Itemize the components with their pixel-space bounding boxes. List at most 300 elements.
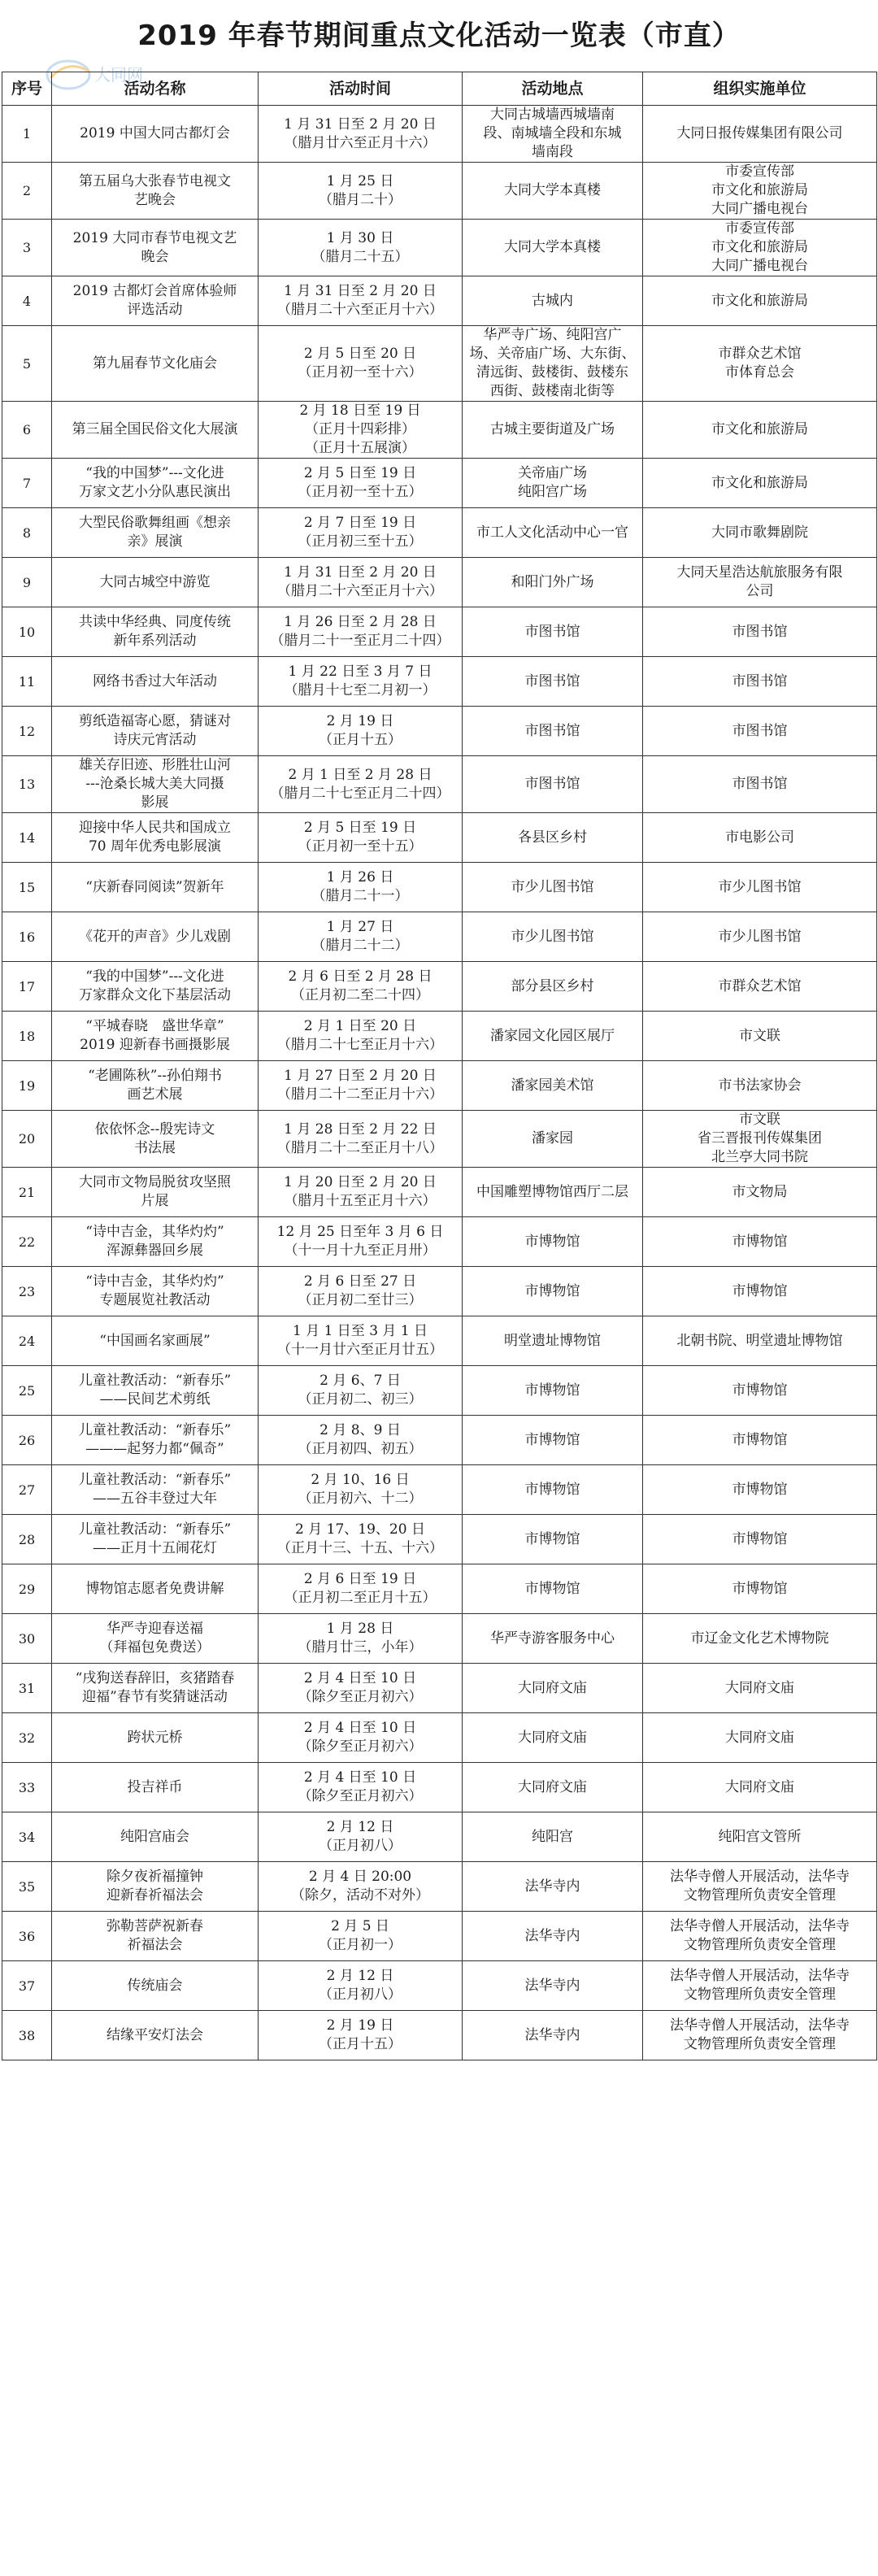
cell-org (643, 1465, 877, 1515)
cell-time-line: （腊月廿三，小年） (298, 1639, 423, 1656)
watermark-text: 大同网 (94, 65, 143, 85)
header-time: 活动时间 (259, 72, 463, 106)
cell-org-line: 纯阳宫文管所 (718, 1828, 802, 1845)
cell-name-line: 结缘平安灯法会 (106, 2026, 203, 2043)
cell-time-line: （腊月二十六至正月十六） (277, 302, 443, 318)
cell-time-line: （除夕，活动不对外） (291, 1887, 429, 1904)
table-body (2, 106, 877, 2060)
cell-time-line: 12 月 25 日至年 3 月 6 日 (276, 1224, 444, 1240)
cell-place-line: 市博物馆 (524, 1580, 580, 1597)
cell-time (259, 1961, 463, 2011)
cell-org-line: 市博物馆 (732, 1431, 788, 1448)
cell-place-line: 清远街、鼓楼街、鼓楼东 (476, 364, 628, 381)
cell-org-line: 文物管理所负责安全管理 (684, 2036, 836, 2052)
table-row (2, 1316, 877, 1366)
cell-no: 11 (2, 657, 52, 707)
cell-place-line: 场、关帝庙广场、大东街、 (469, 346, 636, 362)
cell-time-line: 2 月 6 日至 2 月 28 日 (288, 968, 432, 985)
cell-no: 14 (2, 813, 52, 863)
cell-place (463, 1961, 643, 2011)
cell-org-line: 大同广播电视台 (711, 201, 808, 217)
cell-org (643, 220, 877, 276)
table-row (2, 1515, 877, 1564)
cell-name-line: 2019 古都灯会首席体验师 (72, 283, 237, 299)
cell-no: 32 (2, 1713, 52, 1763)
cell-time (259, 163, 463, 220)
cell-time-line: 1 月 31 日至 2 月 20 日 (284, 564, 437, 581)
cell-name-line: 除夕夜祈福撞钟 (106, 1869, 203, 1885)
table-row (2, 1961, 877, 2011)
cell-place-line: 市博物馆 (524, 1233, 580, 1250)
cell-name (52, 1111, 259, 1168)
cell-org (643, 1664, 877, 1713)
cell-org-line: 市少儿图书馆 (718, 878, 802, 895)
cell-name (52, 1862, 259, 1912)
cell-place-line: 市图书馆 (524, 672, 580, 690)
cell-no: 10 (2, 607, 52, 657)
cell-name-line: 70 周年优秀电影展演 (88, 838, 222, 855)
table-row (2, 756, 877, 813)
cell-org (643, 813, 877, 863)
cell-time-line: （腊月二十六至正月十六） (277, 583, 443, 599)
cell-place (463, 459, 643, 508)
cell-time-line: （正月初一至十五） (298, 484, 423, 500)
cell-name (52, 657, 259, 707)
cell-time (259, 962, 463, 1012)
cell-place (463, 1614, 643, 1664)
cell-org-line: 市文化和旅游局 (711, 474, 808, 491)
cell-time (259, 1912, 463, 1961)
cell-no: 28 (2, 1515, 52, 1564)
cell-time (259, 1416, 463, 1465)
table-row (2, 1168, 877, 1217)
cell-org (643, 607, 877, 657)
cell-no: 17 (2, 962, 52, 1012)
cell-place-line: 大同府文庙 (518, 1778, 587, 1795)
cell-name-line: 片展 (141, 1193, 169, 1209)
cell-org (643, 1217, 877, 1267)
cell-name-line: ——五谷丰登过大年 (93, 1490, 217, 1507)
cell-name-line: 华严寺迎春送福 (106, 1621, 203, 1637)
cell-name-line: 新年系列活动 (113, 633, 197, 649)
cell-place (463, 508, 643, 558)
cell-time-line: （腊月二十） (319, 191, 402, 208)
cell-time-line: 2 月 6 日至 19 日 (303, 1571, 417, 1587)
cell-name-line: ——正月十五闹花灯 (93, 1540, 217, 1556)
cell-place-line: 大同大学本真楼 (504, 182, 601, 198)
cell-time-line: 2 月 1 日至 20 日 (303, 1018, 417, 1034)
table-row (2, 1111, 877, 1168)
cell-time-line: （腊月二十七至正月十六） (277, 1037, 443, 1053)
cell-place (463, 813, 643, 863)
cell-time-line: （正月初二至正月十五） (284, 1590, 437, 1606)
cell-org-line: 文物管理所负责安全管理 (684, 1986, 836, 2003)
cell-no: 31 (2, 1664, 52, 1713)
cell-name (52, 607, 259, 657)
cell-place-line: 市少儿图书馆 (511, 928, 594, 945)
table-row (2, 1465, 877, 1515)
cell-time-line: （正月十四彩排） (305, 421, 415, 437)
activity-table (2, 72, 877, 2060)
cell-name-line: 跨状元桥 (127, 1729, 183, 1746)
cell-time-line: 2 月 17、19、20 日 (295, 1521, 425, 1538)
cell-org (643, 756, 877, 813)
cell-place-line: 法华寺内 (524, 1878, 580, 1895)
table-row (2, 1664, 877, 1713)
cell-name-line: 2019 迎新春书画摄影展 (80, 1037, 230, 1053)
cell-org (643, 912, 877, 962)
cell-time (259, 1614, 463, 1664)
cell-time-line: 2 月 4 日至 10 日 (303, 1720, 417, 1736)
cell-org-line: 市文化和旅游局 (711, 421, 808, 437)
cell-time-line: （正月十五展演） (305, 440, 415, 456)
cell-time (259, 1217, 463, 1267)
cell-place (463, 1012, 643, 1061)
cell-org-line: 市体育总会 (725, 364, 794, 381)
cell-no: 38 (2, 2011, 52, 2060)
cell-name-line: 大同古城空中游览 (99, 573, 211, 590)
cell-name-line: 画艺术展 (127, 1086, 183, 1103)
cell-place-line: 潘家园文化园区展厅 (490, 1027, 615, 1044)
cell-no: 35 (2, 1862, 52, 1912)
cell-time (259, 1168, 463, 1217)
cell-org (643, 326, 877, 402)
table-row (2, 1862, 877, 1912)
cell-no: 25 (2, 1366, 52, 1416)
cell-org (643, 106, 877, 163)
cell-place-line: 市博物馆 (524, 1530, 580, 1547)
cell-org-line: 市群众艺术馆 (718, 346, 802, 362)
cell-no: 9 (2, 558, 52, 607)
table-row (2, 1217, 877, 1267)
cell-time-line: 2 月 4 日至 10 日 (303, 1670, 417, 1686)
cell-org-line: 市文化和旅游局 (711, 182, 808, 198)
cell-time-line: （正月初三至十五） (298, 533, 423, 550)
cell-time (259, 863, 463, 912)
cell-time-line: （正月初四、初五） (298, 1441, 423, 1457)
cell-place (463, 962, 643, 1012)
cell-place (463, 607, 643, 657)
cell-name (52, 1267, 259, 1316)
table-row (2, 508, 877, 558)
cell-name-line: 《花开的声音》少儿戏剧 (79, 928, 231, 945)
cell-org (643, 1416, 877, 1465)
table-row (2, 707, 877, 756)
cell-name-line: 儿童社教活动：“新春乐” (78, 1521, 232, 1538)
cell-time-line: 2 月 19 日 (326, 713, 394, 729)
cell-place-line: 市工人文化活动中心一官 (476, 524, 628, 541)
cell-time (259, 1664, 463, 1713)
cell-time (259, 1515, 463, 1564)
cell-time-line: （腊月廿六至正月十六） (284, 134, 437, 151)
cell-place-line: 段、南城墙全段和东城 (483, 125, 622, 141)
table-row (2, 1416, 877, 1465)
cell-time-line: 1 月 31 日至 2 月 20 日 (284, 283, 437, 299)
cell-name-line: 评选活动 (127, 302, 183, 318)
cell-org-line: 法华寺僧人开展活动，法华寺 (670, 1869, 850, 1885)
cell-time (259, 326, 463, 402)
table-row (2, 1812, 877, 1862)
cell-place-line: 市图书馆 (524, 623, 580, 640)
cell-org-line: 省三晋报刊传媒集团 (698, 1130, 822, 1147)
table-row (2, 1366, 877, 1416)
cell-time-line: （腊月二十二） (311, 938, 409, 954)
cell-org (643, 459, 877, 508)
cell-org (643, 1912, 877, 1961)
cell-no: 4 (2, 276, 52, 326)
cell-name-line: 投吉祥币 (127, 1778, 183, 1795)
cell-org (643, 558, 877, 607)
cell-time-line: （正月初一至十五） (298, 838, 423, 855)
cell-time (259, 1267, 463, 1316)
cell-name-line: 雄关存旧迹、形胜壮山河 (79, 757, 231, 773)
cell-place (463, 1168, 643, 1217)
table-row (2, 402, 877, 459)
cell-no: 12 (2, 707, 52, 756)
cell-name-line: 迎接中华人民共和国成立 (79, 820, 231, 836)
header-no: 序号 (2, 72, 52, 106)
cell-name-line: “诗中吉金，其华灼灼” (85, 1224, 224, 1240)
header-name: 活动名称 (52, 72, 259, 106)
table-row (2, 106, 877, 163)
cell-org (643, 1515, 877, 1564)
cell-org (643, 1168, 877, 1217)
cell-org (643, 1366, 877, 1416)
cell-no: 5 (2, 326, 52, 402)
cell-place-line: 法华寺内 (524, 1977, 580, 1994)
table-row (2, 1713, 877, 1763)
table-row (2, 1564, 877, 1614)
cell-org (643, 163, 877, 220)
cell-name (52, 1217, 259, 1267)
cell-place-line: 纯阳宫 (532, 1828, 573, 1845)
cell-time-line: （腊月二十一） (311, 888, 409, 904)
cell-name-line: 依依怀念--殷宪诗文 (94, 1120, 215, 1138)
cell-place-line: 市博物馆 (524, 1282, 580, 1299)
cell-time-line: （正月初二至廿三） (298, 1292, 423, 1308)
cell-place-line: 市图书馆 (524, 776, 580, 792)
cell-name (52, 163, 259, 220)
cell-no: 36 (2, 1912, 52, 1961)
cell-org-line: 大同府文庙 (725, 1679, 794, 1696)
table-row (2, 1267, 877, 1316)
cell-time-line: 2 月 8、9 日 (319, 1422, 401, 1438)
cell-name-line: 剪纸造福寄心愿，猜谜对 (79, 713, 231, 729)
cell-name (52, 1168, 259, 1217)
cell-time (259, 1763, 463, 1812)
cell-name-line: 专题展览社教活动 (99, 1292, 211, 1308)
cell-place (463, 657, 643, 707)
cell-time-line: （正月初一） (319, 1937, 402, 1953)
cell-name (52, 813, 259, 863)
cell-name-line: 大同市文物局脱贫攻坚照 (79, 1174, 231, 1190)
cell-place-line: 各县区乡村 (518, 829, 587, 846)
cell-time-line: （腊月二十七至正月二十四） (270, 785, 450, 802)
table-row (2, 863, 877, 912)
cell-time-line: （腊月二十二至正月十八） (277, 1139, 443, 1156)
cell-name-line: 第三届全国民俗文化大展演 (72, 421, 238, 437)
cell-name-line: 浑源彝器回乡展 (106, 1242, 203, 1259)
cell-name (52, 402, 259, 459)
cell-place-line: 大同府文庙 (518, 1679, 587, 1696)
cell-no: 37 (2, 1961, 52, 2011)
cell-name (52, 1614, 259, 1664)
cell-time-line: 2 月 18 日至 19 日 (299, 402, 421, 419)
cell-place (463, 402, 643, 459)
cell-org-line: 市图书馆 (732, 776, 788, 792)
cell-org (643, 1862, 877, 1912)
cell-name-line: 万家群众文化下基层活动 (79, 987, 231, 1003)
cell-time-line: 1 月 31 日至 2 月 20 日 (284, 115, 437, 133)
cell-time (259, 657, 463, 707)
cell-place-line: 西街、鼓楼南北街等 (490, 383, 615, 399)
cell-name (52, 756, 259, 813)
cell-place (463, 1416, 643, 1465)
cell-name (52, 1012, 259, 1061)
cell-place-line: 市博物馆 (524, 1382, 580, 1399)
cell-name-line: 传统庙会 (127, 1977, 183, 1994)
cell-name (52, 707, 259, 756)
cell-place-line: 和阳门外广场 (511, 573, 594, 590)
table-row (2, 813, 877, 863)
cell-org-line: 市博物馆 (732, 1233, 788, 1250)
cell-name (52, 912, 259, 962)
cell-time (259, 1366, 463, 1416)
cell-org-line: 市文联 (739, 1112, 780, 1128)
cell-place-line: 华严寺广场、纯阳宫广 (483, 327, 622, 343)
cell-time-line: （腊月十五至正月十六） (284, 1193, 437, 1209)
cell-place (463, 276, 643, 326)
cell-time (259, 1012, 463, 1061)
cell-org-line: 市委宣传部 (725, 163, 794, 180)
cell-place (463, 1111, 643, 1168)
cell-org (643, 1267, 877, 1316)
cell-time (259, 1564, 463, 1614)
cell-place (463, 1217, 643, 1267)
cell-time-line: 2 月 4 日至 10 日 (303, 1769, 417, 1786)
cell-name-line: 弥勒菩萨祝新春 (106, 1918, 203, 1934)
cell-no: 27 (2, 1465, 52, 1515)
cell-org-line: 市群众艺术馆 (718, 977, 802, 994)
cell-time (259, 813, 463, 863)
table-row (2, 962, 877, 1012)
cell-org (643, 863, 877, 912)
cell-name-line: 晚会 (141, 248, 169, 265)
cell-org (643, 2011, 877, 2060)
cell-place-line: 市博物馆 (524, 1481, 580, 1498)
cell-time-line: 1 月 27 日 (326, 919, 394, 935)
cell-place (463, 2011, 643, 2060)
cell-time-line: （正月十五） (319, 732, 402, 748)
cell-no: 22 (2, 1217, 52, 1267)
cell-name-line: 第五届乌大张春节电视文 (79, 172, 231, 189)
cell-name (52, 1316, 259, 1366)
cell-name (52, 558, 259, 607)
cell-name (52, 1713, 259, 1763)
cell-org (643, 1763, 877, 1812)
cell-time-line: 2 月 12 日 (326, 1968, 394, 1984)
cell-org-line: 北朝书院、明堂遗址博物馆 (676, 1332, 843, 1349)
cell-place (463, 707, 643, 756)
cell-name (52, 276, 259, 326)
cell-place (463, 1862, 643, 1912)
table-row (2, 1012, 877, 1061)
cell-org-line: 市文化和旅游局 (711, 292, 808, 309)
cell-name-line: 儿童社教活动：“新春乐” (78, 1472, 232, 1488)
cell-no: 13 (2, 756, 52, 813)
cell-name (52, 508, 259, 558)
cell-place (463, 1564, 643, 1614)
cell-time-line: （除夕至正月初六） (298, 1788, 423, 1804)
cell-place (463, 1465, 643, 1515)
cell-org-line: 公司 (745, 583, 774, 599)
cell-name-line: “我的中国梦”---文化进 (85, 465, 224, 481)
cell-time-line: （十一月十九至正月卅） (284, 1242, 437, 1259)
cell-no: 26 (2, 1416, 52, 1465)
cell-org (643, 707, 877, 756)
cell-time-line: （腊月二十五） (311, 248, 409, 265)
cell-time (259, 1111, 463, 1168)
cell-org-line: 大同府文庙 (725, 1778, 794, 1795)
cell-place-line: 关帝庙广场 (518, 465, 587, 481)
cell-name-line: “诗中吉金，其华灼灼” (85, 1273, 224, 1290)
cell-name-line: “中国画名家画展” (99, 1332, 211, 1349)
cell-name-line: 2019 中国大同古都灯会 (80, 125, 230, 141)
cell-time-line: 1 月 26 日至 2 月 28 日 (284, 614, 437, 630)
cell-place-line: 大同大学本真楼 (504, 239, 601, 255)
cell-org-line: 市少儿图书馆 (718, 928, 802, 945)
cell-time-line: 2 月 4 日 20:00 (308, 1869, 412, 1885)
cell-org-line: 文物管理所负责安全管理 (684, 1887, 836, 1904)
table-header-row (2, 72, 877, 106)
cell-name-line: 2019 大同市春节电视文艺 (72, 229, 237, 246)
cell-org-line: 文物管理所负责安全管理 (684, 1937, 836, 1953)
cell-name (52, 863, 259, 912)
cell-no: 24 (2, 1316, 52, 1366)
cell-time (259, 912, 463, 962)
cell-time-line: （正月十三、十五、十六） (277, 1540, 443, 1556)
cell-name-line: ———起努力都“佩奇” (85, 1441, 224, 1457)
cell-place (463, 1812, 643, 1862)
cell-place-line: 中国雕塑博物馆西厅二层 (476, 1183, 628, 1200)
cell-name-line: 儿童社教活动：“新春乐” (78, 1373, 232, 1389)
cell-org-line: 法华寺僧人开展活动，法华寺 (670, 1918, 850, 1934)
cell-time-line: 1 月 22 日至 3 月 7 日 (288, 664, 432, 680)
cell-org (643, 276, 877, 326)
cell-place (463, 1912, 643, 1961)
cell-time-line: 2 月 19 日 (326, 2017, 394, 2034)
cell-time (259, 756, 463, 813)
cell-name (52, 1812, 259, 1862)
table-row (2, 459, 877, 508)
cell-time-line: （腊月二十二至正月十六） (277, 1086, 443, 1103)
cell-time (259, 1061, 463, 1111)
cell-place-line: 市图书馆 (524, 722, 580, 739)
table-row (2, 220, 877, 276)
table-row (2, 1061, 877, 1111)
cell-org-line: 市文物局 (732, 1183, 788, 1200)
cell-org-line: 市文化和旅游局 (711, 239, 808, 255)
cell-time (259, 1713, 463, 1763)
cell-time (259, 459, 463, 508)
cell-org-line: 市博物馆 (732, 1382, 788, 1399)
cell-org (643, 1012, 877, 1061)
cell-place-line: 纯阳宫广场 (518, 484, 587, 500)
cell-org (643, 508, 877, 558)
cell-time (259, 220, 463, 276)
cell-name-line: 艺晚会 (134, 191, 176, 208)
cell-time-line: （腊月二十一至正月二十四） (270, 633, 450, 649)
